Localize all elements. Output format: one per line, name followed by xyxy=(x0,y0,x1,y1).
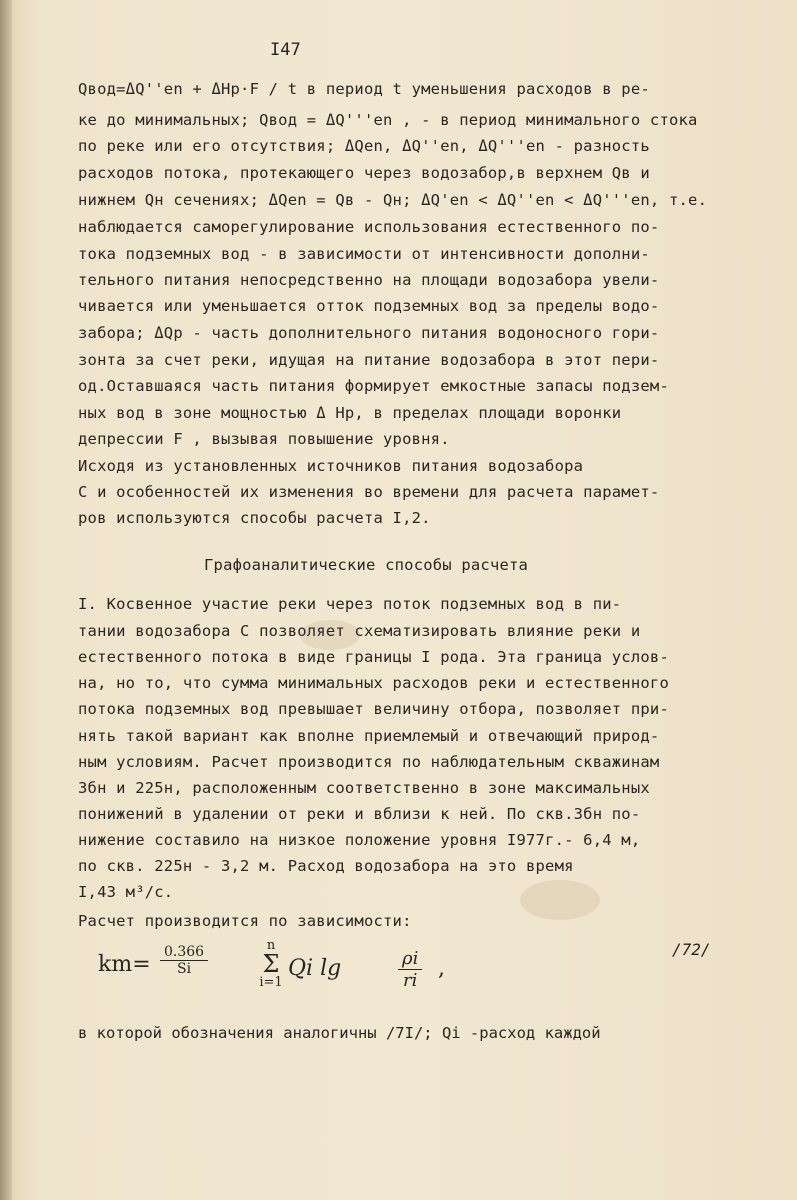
text-line: ным условиям. Расчет производится по наблюдательным скважинам xyxy=(78,753,660,771)
text-line: по скв. 225н - 3,2 м. Расход водозабора на это время xyxy=(78,857,574,875)
text-line: тока подземных вод - в зависимости от интенсивности дополни- xyxy=(78,245,650,263)
text-line: нижнем Qн сечениях; ΔQen = Qв - Qн; ΔQ'en < ΔQ''en < ΔQ'''en, т.е. xyxy=(78,191,708,209)
page-number: I47 xyxy=(270,40,301,60)
text-line: естественного потока в виде границы I рода. Эта граница услов- xyxy=(78,648,669,666)
fraction-numerator: 0.366 xyxy=(160,944,208,961)
formula-fraction xyxy=(160,944,208,977)
text-line: С и особенностей их изменения во времени для расчета парамет- xyxy=(78,483,660,501)
section-heading: Графоаналитические способы расчета xyxy=(204,556,529,574)
text-line: депрессии F , вызывая повышение уровня. xyxy=(78,430,450,448)
text-line: од.Оставшаяся часть питания формирует емкостные запасы подзем- xyxy=(78,377,669,395)
text-line: Qвод=ΔQ''en + ΔHр·F / t в период t уменьшения расходов в ре- xyxy=(78,80,650,98)
text-line: зонта за счет реки, идущая на питание водозабора в этот пери- xyxy=(78,351,660,369)
text-line: 3бн и 225н, расположенным соответственно в зоне максимальных xyxy=(78,779,650,797)
text-line: забора; ΔQр - часть дополнительного питания водоносного гори- xyxy=(78,324,660,342)
text-line: нижение составило на низкое положение уровня I977г.- 6,4 м, xyxy=(78,831,641,849)
formula-72 xyxy=(98,938,618,1012)
text-line: в которой обозначения аналогичны /7I/; Qi -расход каждой xyxy=(78,1024,601,1042)
paper-stain xyxy=(520,880,600,920)
text-line: I. Косвенное участие реки через поток подземных вод в пи- xyxy=(78,595,622,613)
text-line: ке до минимальных; Qвод = ΔQ'''en , - в период минимального стока xyxy=(78,111,698,129)
log-fraction-numerator: ρi xyxy=(398,948,422,970)
text-line: ных вод в зоне мощностью Δ Hр, в пределах площади воронки xyxy=(78,404,622,422)
text-line: Расчет производится по зависимости: xyxy=(78,912,412,930)
sum-lower-limit: i=1 xyxy=(259,975,283,990)
text-line: расходов потока, протекающего через водозабор,в верхнем Qв и xyxy=(78,164,650,182)
equation-number: /72/ xyxy=(672,940,711,959)
formula-body: Qi lg xyxy=(288,956,342,981)
text-line: понижений в удалении от реки и вблизи к ней. По скв.3бн по- xyxy=(78,805,641,823)
text-line: чивается или уменьшается отток подземных вод за пределы водо- xyxy=(78,297,660,315)
text-line: потока подземных вод превышает величину отбора, позволяет при- xyxy=(78,700,669,718)
page-binding-edge xyxy=(0,0,12,1200)
text-line: наблюдается саморегулирование использования естественного по- xyxy=(78,218,660,236)
sigma-symbol: Σ xyxy=(262,950,280,978)
formula-lhs: km= xyxy=(98,952,151,977)
log-fraction-denominator: ri xyxy=(402,970,418,991)
text-line: нять такой вариант как вполне приемлемый и отвечающий природ- xyxy=(78,727,660,745)
formula-fraction-log xyxy=(398,948,422,991)
text-line: I,43 м³/с. xyxy=(78,883,174,901)
summation xyxy=(256,938,286,990)
formula-comma: , xyxy=(438,956,445,981)
text-line: тельного питания непосредственно на площади водозабора увели- xyxy=(78,271,660,289)
text-line: Исходя из установленных источников питания водозабора xyxy=(78,457,584,475)
text-line: на, но то, что сумма минимальных расходов реки и естественного xyxy=(78,674,669,692)
text-line: ров используются способы расчета I,2. xyxy=(78,509,431,527)
sum-upper-limit: n xyxy=(266,938,276,953)
text-line: тании водозабора С позволяет схематизировать влияние реки и xyxy=(78,622,641,640)
fraction-denominator: Si xyxy=(177,961,192,977)
text-line: по реке или его отсутствия; ΔQen, ΔQ''en, ΔQ'''en - разность xyxy=(78,137,650,155)
